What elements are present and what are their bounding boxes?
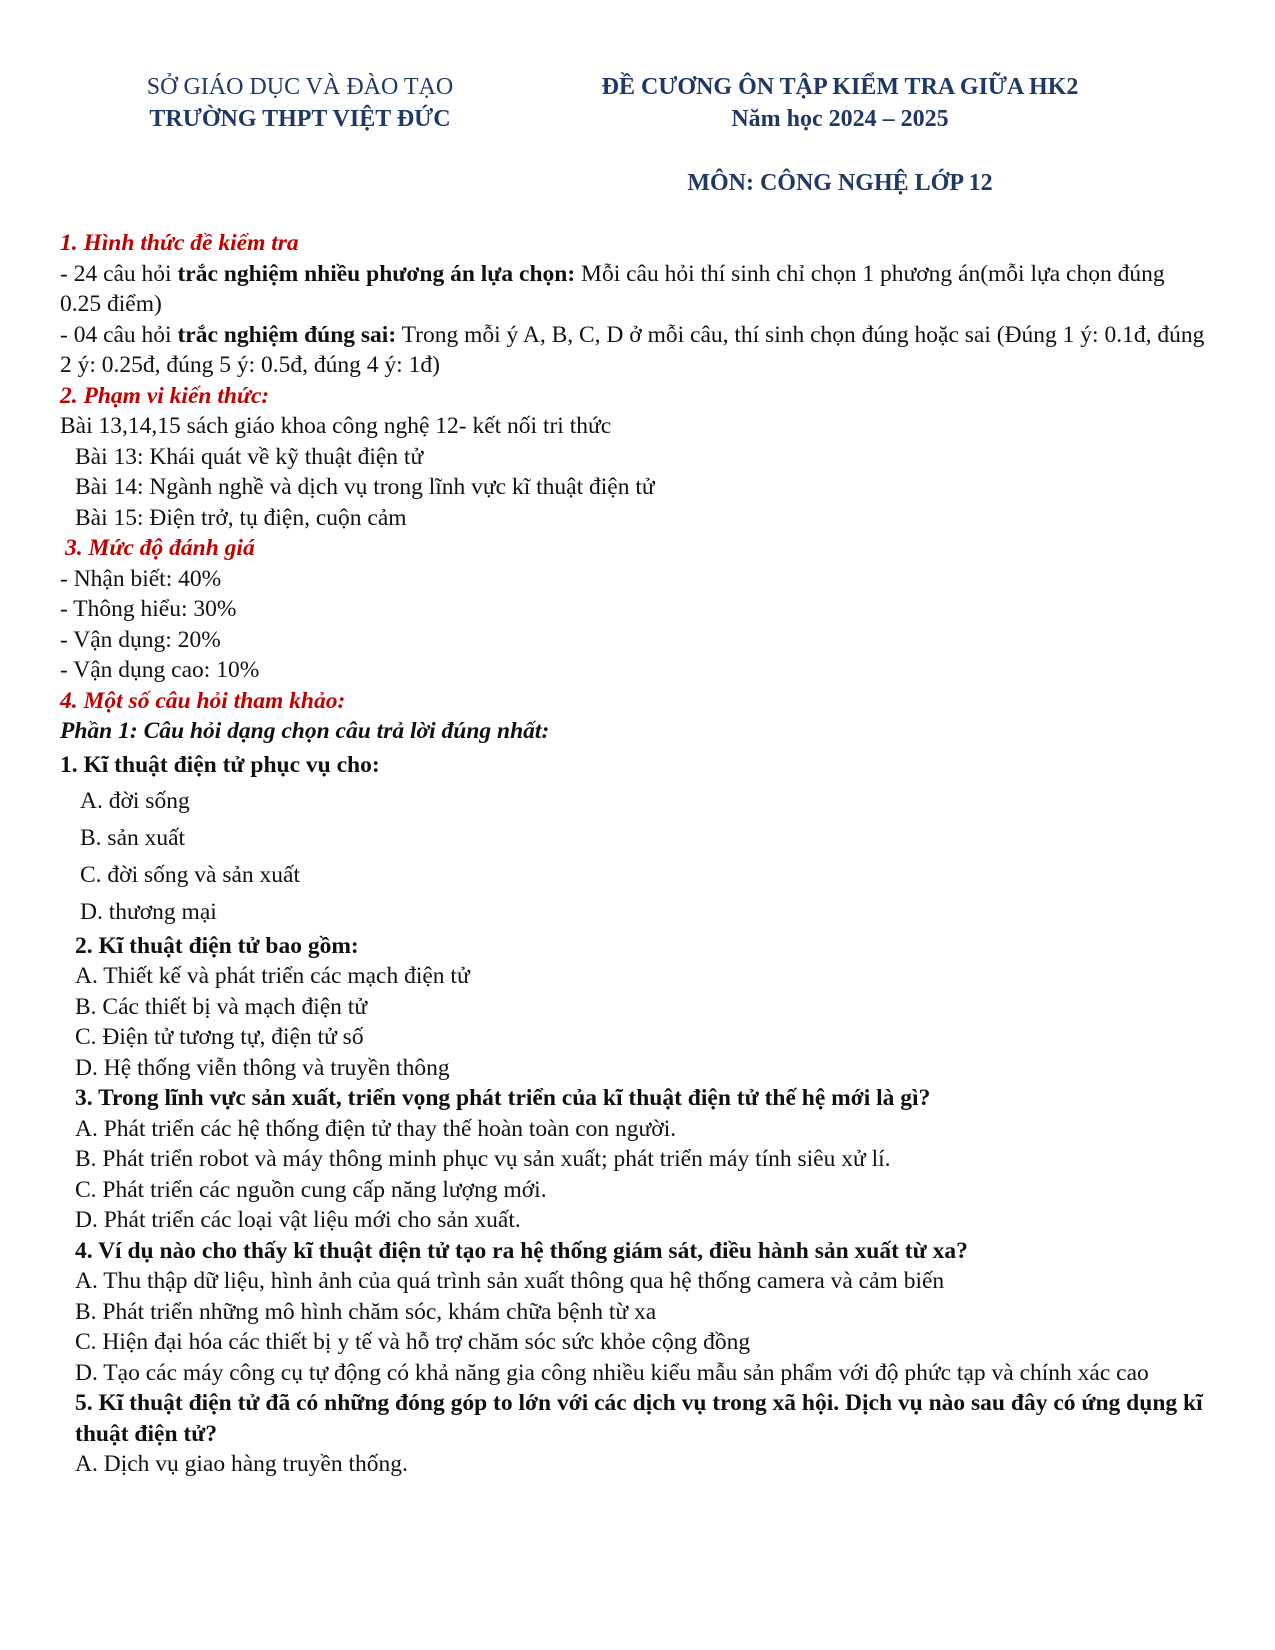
question-5: 5. Kĩ thuật điện tử đã có những đóng góp to lớn với các dịch vụ trong xã hội. Dịch vụ nào sau đây có ứng dụng kĩ thuật điện tử? (75, 1390, 1203, 1447)
answer-option: D. thương mại (80, 898, 217, 925)
subject-title: MÔN: CÔNG NGHỆ LỚP 12 (687, 170, 993, 196)
level-item: - Vận dụng cao: 10% (60, 657, 260, 683)
item-bold: trắc nghiệm nhiều phương án lựa chọn: (177, 260, 576, 287)
part-1-title: Phần 1: Câu hỏi dạng chọn câu trả lời đúng nhất: (60, 718, 550, 744)
answer-option: A. Thu thập dữ liệu, hình ảnh của quá trình sản xuất thông qua hệ thống camera và cảm biến (75, 1268, 945, 1294)
section-1-item-2 (60, 320, 1210, 381)
item-text: Trong mỗi ý A, B, C, D ở mỗi câu, thí sinh chọn đúng hoặc sai (Đúng 1 ý: 0.1đ, đúng 2 ý: 0.25đ, đúng 5 ý: 0.5đ, đúng 4 ý: 1đ) (60, 321, 1205, 378)
answer-option: B. Phát triển robot và máy thông minh phục vụ sản xuất; phát triển máy tính siêu xử lí. (75, 1146, 891, 1172)
lesson-item: Bài 14: Ngành nghề và dịch vụ trong lĩnh vực kĩ thuật điện tử (75, 474, 655, 500)
answer-option: B. Phát triển những mô hình chăm sóc, khám chữa bệnh từ xa (75, 1298, 657, 1325)
answer-option: A. Phát triển các hệ thống điện tử thay thế hoàn toàn con người. (75, 1115, 677, 1142)
answer-option: D. Tạo các máy công cụ tự động có khả năng gia công nhiều kiểu mẫu sản phẩm với độ phức tạp và chính xác cao (75, 1359, 1149, 1386)
level-item: - Vận dụng: 20% (60, 626, 221, 653)
question-1: 1. Kĩ thuật điện tử phục vụ cho: (60, 751, 380, 778)
question-4: 4. Ví dụ nào cho thấy kĩ thuật điện tử tạo ra hệ thống giám sát, điều hành sản xuất từ xa? (75, 1237, 968, 1264)
answer-option: D. Hệ thống viễn thông và truyền thông (75, 1054, 450, 1081)
header-right (540, 71, 1140, 135)
section-1-title: 1. Hình thức đề kiểm tra (60, 230, 299, 256)
document-body (60, 228, 1210, 1480)
school-name: TRƯỜNG THPT VIỆT ĐỨC (149, 106, 451, 132)
item-bold: trắc nghiệm đúng sai: (177, 321, 397, 348)
answer-option: D. Phát triển các loại vật liệu mới cho sản xuất. (75, 1207, 521, 1233)
item-prefix: - 24 câu hỏi (60, 260, 178, 287)
answer-option: C. Phát triển các nguồn cung cấp năng lượng mới. (75, 1176, 547, 1203)
answer-option: B. Các thiết bị và mạch điện tử (75, 993, 368, 1020)
answer-option: A. Thiết kế và phát triển các mạch điện tử (75, 963, 470, 989)
level-item: - Nhận biết: 40% (60, 565, 222, 592)
section-2-title: 2. Phạm vi kiến thức: (60, 382, 270, 409)
answer-option: C. Điện tử tương tự, điện tử số (75, 1024, 364, 1050)
answer-option: A. Dịch vụ giao hàng truyền thống. (75, 1451, 408, 1477)
section-1-item-1 (60, 259, 1210, 320)
school-year: Năm học 2024 – 2025 (731, 106, 949, 132)
answer-option: C. Hiện đại hóa các thiết bị y tế và hỗ trợ chăm sóc sức khỏe cộng đồng (75, 1329, 751, 1355)
department-name: SỞ GIÁO DỤC VÀ ĐÀO TẠO (146, 74, 454, 100)
question-3: 3. Trong lĩnh vực sản xuất, triển vọng phát triển của kĩ thuật điện tử thế hệ mới là gì? (75, 1085, 931, 1111)
question-2: 2. Kĩ thuật điện tử bao gồm: (75, 932, 359, 959)
header-left (100, 71, 500, 135)
section-2-intro: Bài 13,14,15 sách giáo khoa công nghệ 12- kết nối tri thức (60, 413, 612, 439)
section-4-title: 4. Một số câu hỏi tham khảo: (60, 687, 346, 714)
answer-option: B. sản xuất (80, 824, 186, 851)
answer-option: A. đời sống (80, 787, 190, 814)
level-item: - Thông hiểu: 30% (60, 596, 237, 622)
lesson-item: Bài 15: Điện trở, tụ điện, cuộn cảm (75, 504, 407, 531)
item-text: Mỗi câu hỏi thí sinh chỉ chọn 1 phương án(mỗi lựa chọn đúng 0.25 điểm) (60, 260, 1165, 317)
lesson-item: Bài 13: Khái quát về kỹ thuật điện tử (75, 443, 424, 470)
document-title: ĐỀ CƯƠNG ÔN TẬP KIỂM TRA GIỮA HK2 (601, 74, 1079, 100)
item-prefix: - 04 câu hỏi (60, 321, 178, 348)
section-3-title: 3. Mức độ đánh giá (65, 535, 255, 561)
answer-option: C. đời sống và sản xuất (80, 861, 300, 888)
